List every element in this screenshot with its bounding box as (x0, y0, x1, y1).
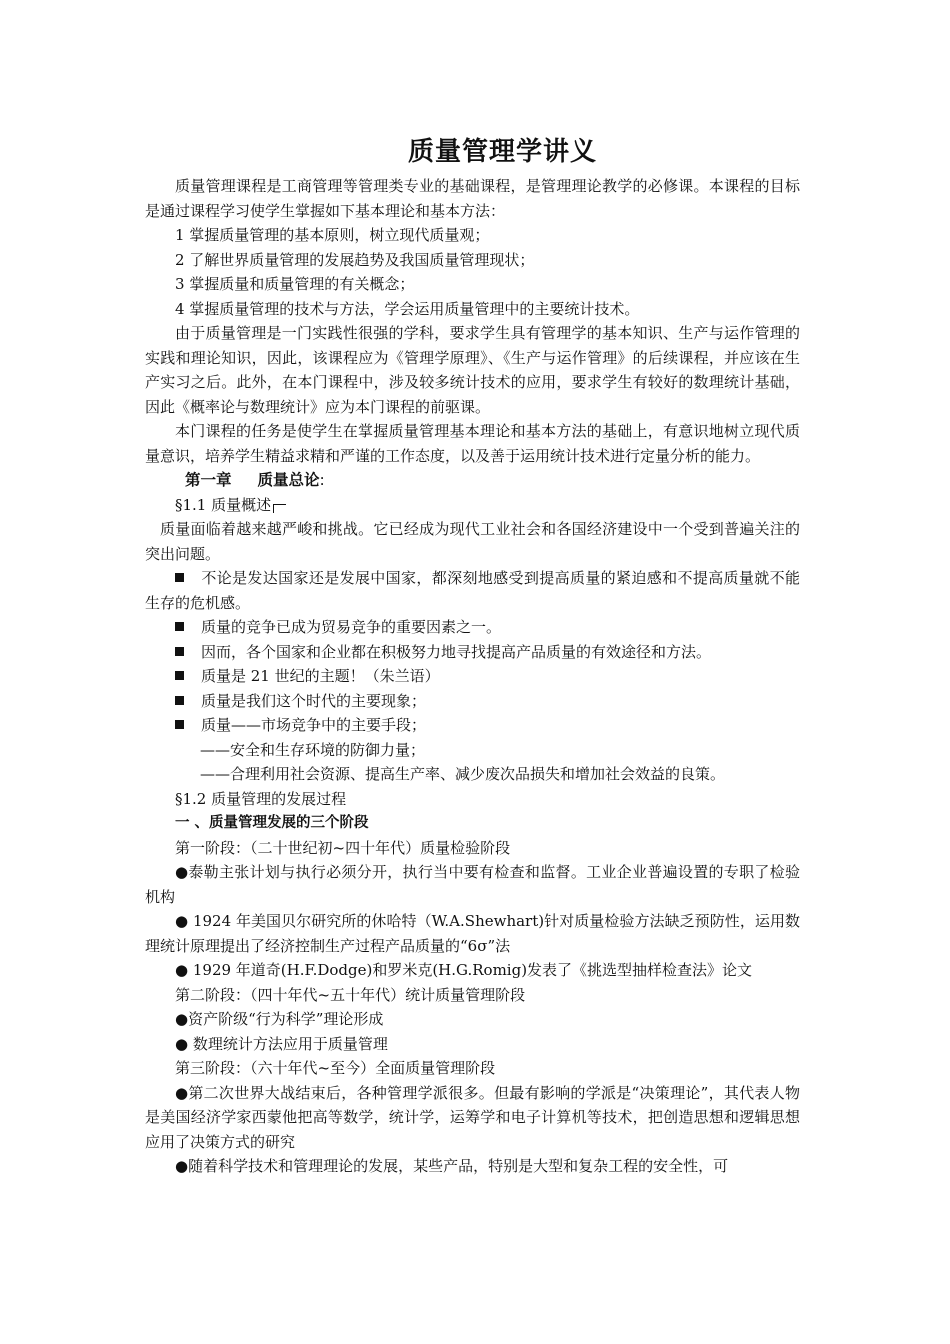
stage-item: ●第二次世界大战结束后，各种管理学派很多。但最有影响的学派是“决策理论”，其代表人物是美国经济学家西蒙他把高等数学，统计学，运筹学和电子计算机等技术，把创造思想和逻辑思想应用了决策方式的研究 (145, 1083, 800, 1151)
square-bullet-icon (175, 720, 184, 729)
chapter-suffix: : (319, 471, 325, 489)
stage-item: ● 1929 年道奇(H.F.Dodge)和罗米克(H.G.Romig)发表了《挑选型抽样检查法》论文 (175, 961, 753, 979)
stage-item: ●泰勒主张计划与执行必须分开，执行当中要有检查和监督。工业企业普遍设置的专职了检验机构 (145, 863, 800, 906)
stage-item: ●随着科学技术和管理理论的发展，某些产品，特别是大型和复杂工程的安全性，可 (175, 1157, 729, 1175)
stage-1-heading: 第一阶段：（二十世纪初~四十年代）质量检验阶段 (175, 838, 511, 857)
goal-item: 3 掌握质量和质量管理的有关概念； (175, 275, 415, 293)
challenge-paragraph: 质量面临着越来越严峻和挑战。它已经成为现代工业社会和各国经济建设中一个受到普遍关注的突出问题。 (145, 520, 800, 563)
stage-item: ● 1924 年美国贝尔研究所的休哈特（W.A.Shewhart)针对质量检验方法缺乏预防性，运用数理统计原理提出了经济控制生产过程产品质量的“6σ”法 (145, 912, 800, 955)
chapter-name: 质量总论 (257, 471, 320, 489)
document-body (145, 132, 800, 1179)
goal-item: 2 了解世界质量管理的发展趋势及我国质量管理现状； (175, 250, 535, 269)
bullet-item (145, 566, 800, 615)
intro-paragraph: 质量管理课程是工商管理等管理类专业的基础课程，是管理理论教学的必修课。本课程的目标是通过课程学习使学生掌握如下基本理论和基本方法： (145, 177, 800, 220)
dash-item: ——安全和生存环境的防御力量； (200, 740, 426, 759)
stage-3-heading: 第三阶段：（六十年代~至今）全面质量管理阶段 (175, 1059, 496, 1077)
bullet-item (145, 640, 800, 665)
bullet-item (145, 664, 800, 689)
chapter-number: 第一章 (185, 471, 232, 489)
document-title: 质量管理学讲义 (407, 137, 597, 167)
square-bullet-icon (175, 671, 184, 680)
square-bullet-icon (175, 696, 184, 705)
bullet-text: 质量的竞争已成为贸易竞争的重要因素之一。 (201, 618, 502, 636)
bullet-text: 因而，各个国家和企业都在积极努力地寻找提高产品质量的有效途径和方法。 (201, 642, 712, 661)
goal-item: 4 掌握质量管理的技术与方法，学会运用质量管理中的主要统计技术。 (175, 299, 640, 318)
bullet-text: 质量——市场竞争中的主要手段； (201, 716, 427, 734)
section-1-2-heading: §1.2 质量管理的发展过程 (175, 789, 347, 808)
square-bullet-icon (175, 573, 184, 582)
practice-paragraph: 由于质量管理是一门实践性很强的学科，要求学生具有管理学的基本知识、生产与运作管理的实践和理论知识，因此，该课程应为《管理学原理》、《生产与运作管理》的后续课程，并应该在生产实习之后。此外，在本门课程中，涉及较多统计技术的应用，要求学生有较好的数理统计基础，因此《概率论与数理统计》应为本门课程的前驱课。 (145, 324, 800, 416)
stage-item: ●资产阶级“行为科学”理论形成 (175, 1010, 384, 1028)
square-bullet-icon (175, 647, 184, 656)
task-paragraph: 本门课程的任务是使学生在掌握质量管理基本理论和基本方法的基础上，有意识地树立现代质量意识，培养学生精益求精和严谨的工作态度，以及善于运用统计技术进行定量分析的能力。 (145, 422, 800, 465)
stage-2-heading: 第二阶段：（四十年代~五十年代）统计质量管理阶段 (175, 985, 526, 1004)
bullet-item (145, 615, 800, 640)
section-1-1-label: §1.1 质量概述 (175, 495, 272, 514)
square-bullet-icon (175, 622, 184, 631)
bullet-text: 质量是我们这个时代的主要现象； (201, 691, 427, 710)
bullet-text: 不论是发达国家还是发展中国家，都深刻地感受到提高质量的紧迫感和不提高质量就不能生存的危机感。 (145, 569, 800, 612)
bullet-item (145, 713, 800, 738)
goal-item: 1 掌握质量管理的基本原则，树立现代质量观； (175, 226, 490, 244)
edit-mark-icon (273, 504, 286, 513)
dash-item: ——合理利用社会资源、提高生产率、减少废次品损失和增加社会效益的良策。 (200, 765, 726, 783)
stage-item: ● 数理统计方法应用于质量管理 (175, 1034, 388, 1053)
bullet-text: 质量是 21 世纪的主题！（朱兰语） (201, 667, 440, 685)
chapter-heading (145, 468, 800, 493)
stages-heading: 一 、质量管理发展的三个阶段 (175, 815, 369, 831)
section-1-1-heading (145, 493, 800, 518)
bullet-item (145, 689, 800, 714)
